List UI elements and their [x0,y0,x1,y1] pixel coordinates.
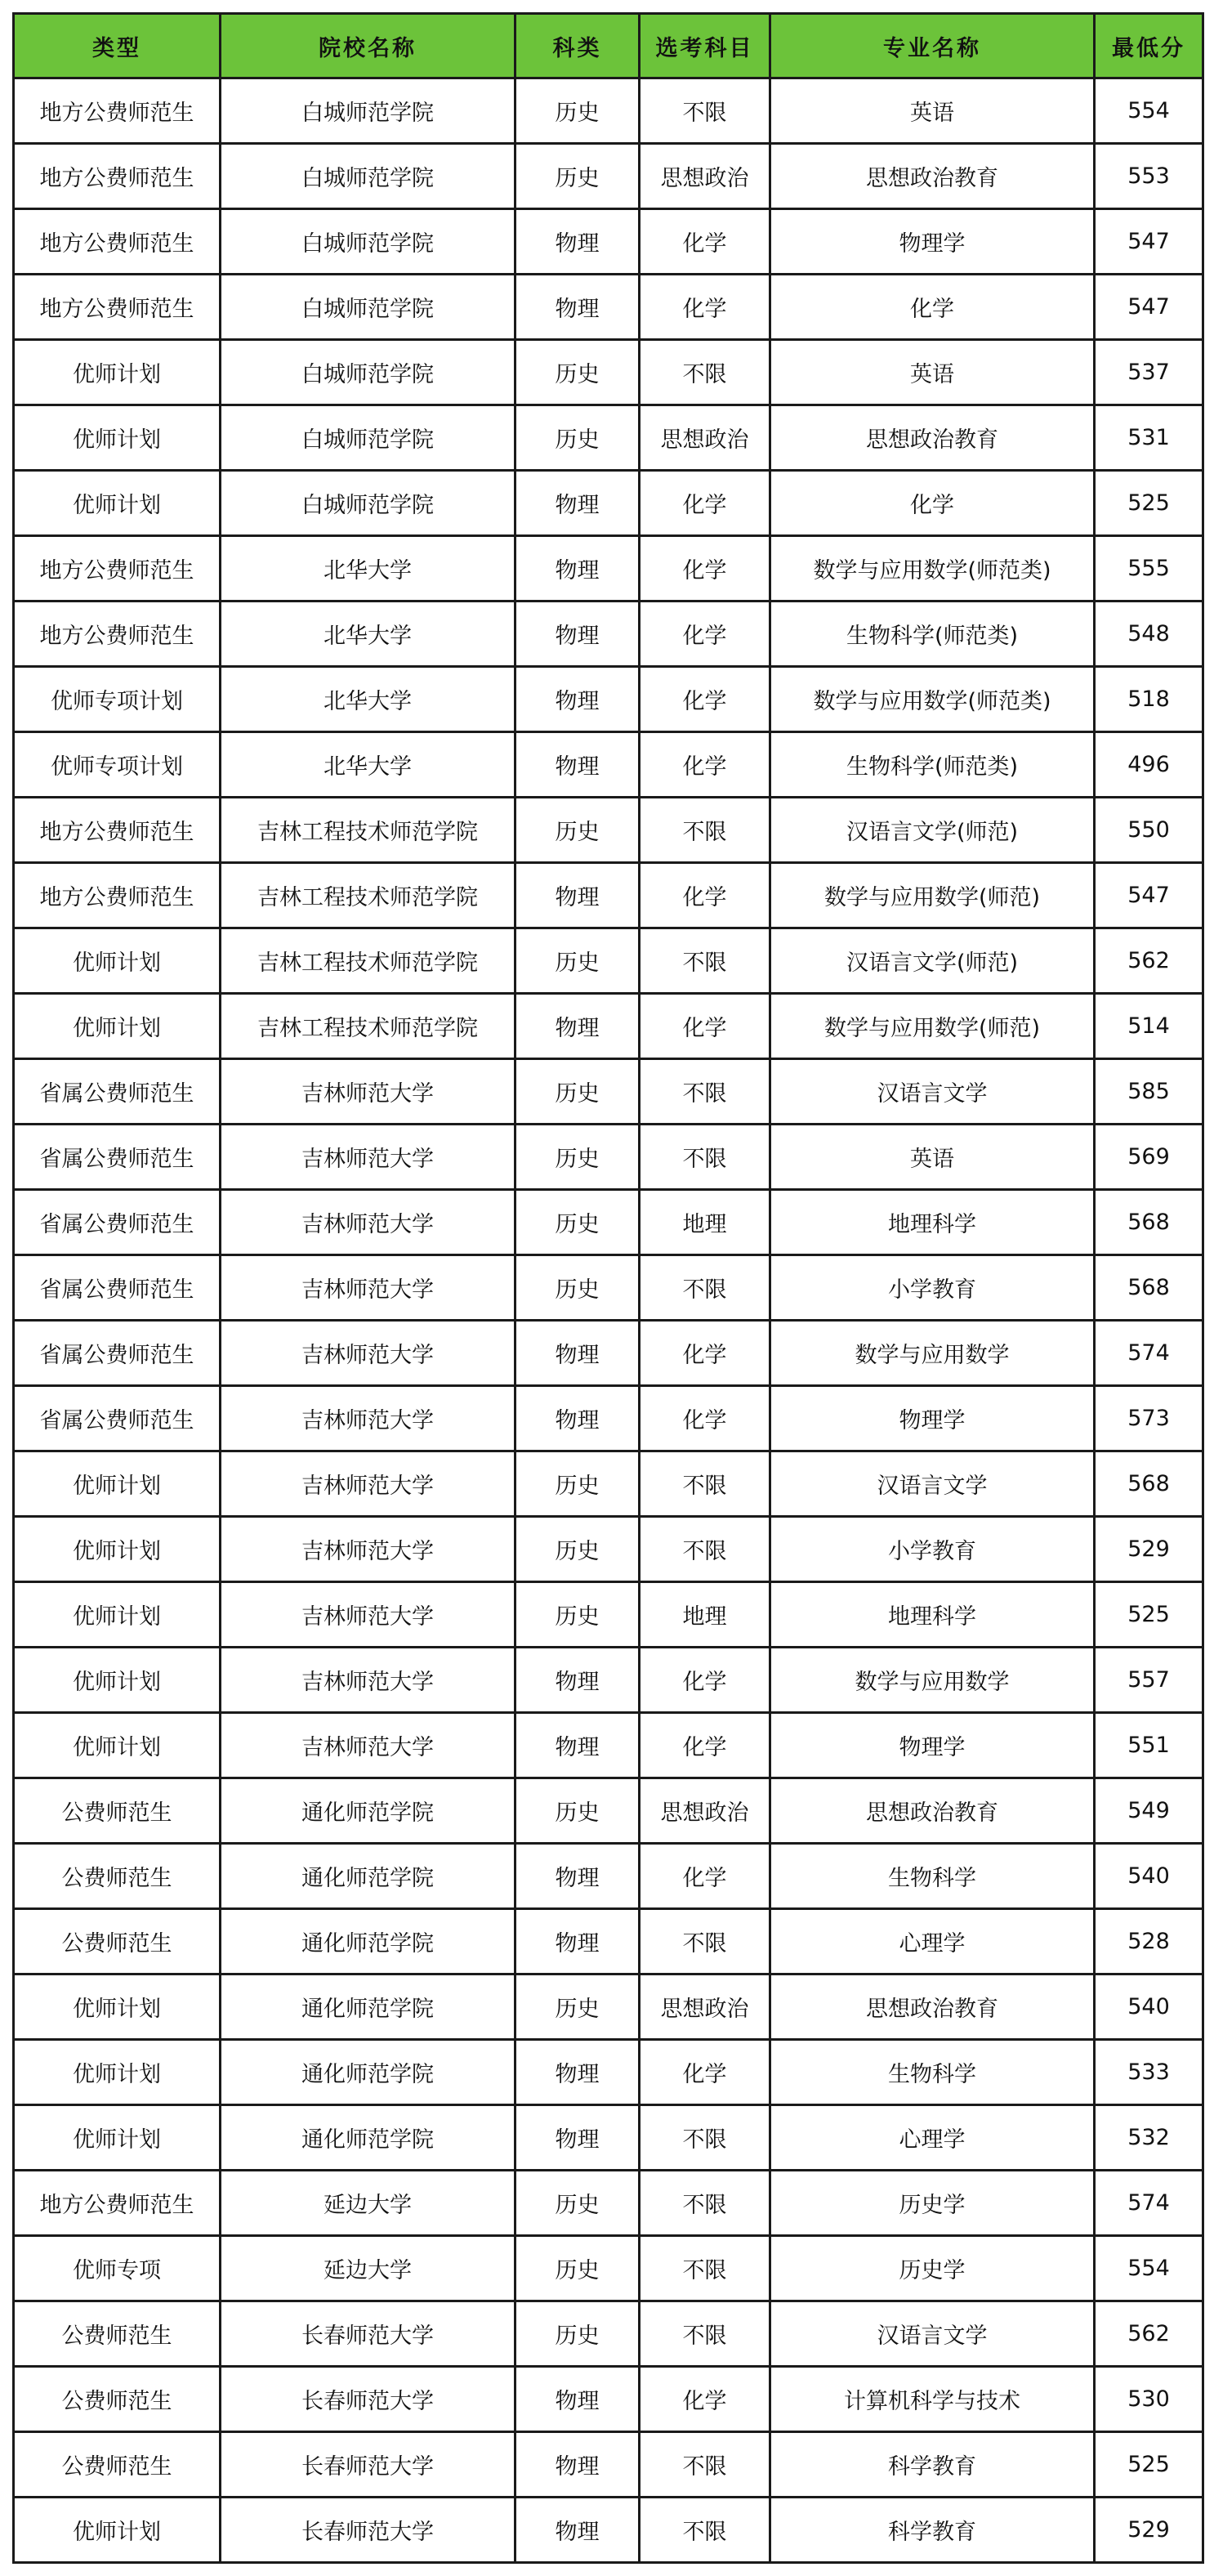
cell-school: 通化师范学院 [221,2105,516,2171]
table-row [14,2432,1203,2498]
cell-school: 通化师范学院 [221,1778,516,1844]
cell-subject-req: 化学 [640,471,770,536]
cell-category: 历史 [516,1582,640,1648]
cell-school: 吉林师范大学 [221,1059,516,1125]
cell-major: 生物科学(师范类) [770,732,1095,798]
cell-type: 省属公费师范生 [14,1059,221,1125]
table-row [14,2301,1203,2367]
cell-major: 英语 [770,1125,1095,1190]
cell-type: 优师计划 [14,928,221,994]
cell-min-score: 547 [1095,209,1203,275]
table-row [14,1517,1203,1582]
cell-min-score: 529 [1095,1517,1203,1582]
table-row [14,1844,1203,1909]
cell-subject-req: 化学 [640,994,770,1059]
cell-category: 历史 [516,1974,640,2040]
cell-major: 数学与应用数学(师范类) [770,536,1095,602]
cell-type: 地方公费师范生 [14,536,221,602]
cell-category: 物理 [516,994,640,1059]
cell-min-score: 551 [1095,1713,1203,1778]
cell-subject-req: 不限 [640,2301,770,2367]
cell-type: 省属公费师范生 [14,1190,221,1255]
cell-school: 白城师范学院 [221,144,516,209]
cell-category: 物理 [516,2432,640,2498]
cell-subject-req: 不限 [640,1255,770,1321]
cell-subject-req: 不限 [640,340,770,405]
cell-school: 长春师范大学 [221,2367,516,2432]
table-row [14,994,1203,1059]
cell-major: 化学 [770,275,1095,340]
cell-category: 历史 [516,340,640,405]
cell-type: 优师计划 [14,994,221,1059]
table-row [14,2236,1203,2301]
cell-school: 白城师范学院 [221,78,516,144]
cell-category: 物理 [516,2105,640,2171]
cell-school: 北华大学 [221,602,516,667]
cell-type: 优师计划 [14,471,221,536]
cell-min-score: 547 [1095,863,1203,928]
cell-min-score: 525 [1095,471,1203,536]
cell-category: 物理 [516,2040,640,2105]
cell-major: 科学教育 [770,2498,1095,2563]
cell-major: 物理学 [770,209,1095,275]
cell-min-score: 540 [1095,1974,1203,2040]
cell-type: 省属公费师范生 [14,1125,221,1190]
cell-subject-req: 不限 [640,2105,770,2171]
cell-category: 物理 [516,1844,640,1909]
cell-type: 优师计划 [14,340,221,405]
table-row [14,1713,1203,1778]
cell-type: 省属公费师范生 [14,1255,221,1321]
cell-min-score: 532 [1095,2105,1203,2171]
table-row [14,1582,1203,1648]
cell-type: 优师计划 [14,1713,221,1778]
cell-category: 物理 [516,2367,640,2432]
cell-min-score: 540 [1095,1844,1203,1909]
cell-school: 吉林工程技术师范学院 [221,798,516,863]
table-row [14,78,1203,144]
header-min-score: 最低分 [1095,14,1203,78]
table-row [14,1125,1203,1190]
cell-subject-req: 地理 [640,1582,770,1648]
cell-major: 思想政治教育 [770,1778,1095,1844]
cell-major: 科学教育 [770,2432,1095,2498]
cell-type: 公费师范生 [14,1778,221,1844]
cell-major: 物理学 [770,1386,1095,1451]
cell-subject-req: 不限 [640,2432,770,2498]
table-row [14,405,1203,471]
cell-major: 生物科学 [770,1844,1095,1909]
cell-subject-req: 不限 [640,928,770,994]
cell-school: 白城师范学院 [221,209,516,275]
table-row [14,1974,1203,2040]
cell-major: 汉语言文学(师范) [770,928,1095,994]
header-category: 科类 [516,14,640,78]
cell-min-score: 549 [1095,1778,1203,1844]
table-row [14,2171,1203,2236]
cell-type: 优师专项 [14,2236,221,2301]
cell-min-score: 531 [1095,405,1203,471]
table-row [14,1778,1203,1844]
cell-subject-req: 不限 [640,798,770,863]
cell-school: 长春师范大学 [221,2432,516,2498]
cell-type: 省属公费师范生 [14,1321,221,1386]
cell-min-score: 573 [1095,1386,1203,1451]
cell-min-score: 518 [1095,667,1203,732]
cell-category: 物理 [516,471,640,536]
cell-major: 历史学 [770,2171,1095,2236]
cell-school: 吉林师范大学 [221,1125,516,1190]
cell-school: 吉林师范大学 [221,1190,516,1255]
cell-school: 通化师范学院 [221,2040,516,2105]
cell-min-score: 529 [1095,2498,1203,2563]
cell-major: 数学与应用数学(师范) [770,863,1095,928]
cell-category: 历史 [516,1778,640,1844]
cell-major: 小学教育 [770,1255,1095,1321]
cell-school: 吉林工程技术师范学院 [221,928,516,994]
cell-min-score: 585 [1095,1059,1203,1125]
cell-school: 吉林工程技术师范学院 [221,994,516,1059]
table-row [14,602,1203,667]
cell-subject-req: 不限 [640,2498,770,2563]
cell-major: 汉语言文学 [770,2301,1095,2367]
cell-subject-req: 不限 [640,1451,770,1517]
cell-school: 通化师范学院 [221,1974,516,2040]
cell-min-score: 530 [1095,2367,1203,2432]
cell-school: 吉林师范大学 [221,1517,516,1582]
cell-min-score: 496 [1095,732,1203,798]
cell-subject-req: 化学 [640,732,770,798]
cell-subject-req: 化学 [640,536,770,602]
cell-subject-req: 化学 [640,1648,770,1713]
cell-subject-req: 不限 [640,1517,770,1582]
cell-min-score: 569 [1095,1125,1203,1190]
cell-type: 公费师范生 [14,1909,221,1974]
cell-type: 地方公费师范生 [14,275,221,340]
cell-subject-req: 思想政治 [640,144,770,209]
cell-subject-req: 化学 [640,1386,770,1451]
cell-major: 数学与应用数学 [770,1321,1095,1386]
table-row [14,275,1203,340]
cell-min-score: 568 [1095,1255,1203,1321]
cell-major: 汉语言文学 [770,1059,1095,1125]
cell-min-score: 550 [1095,798,1203,863]
cell-major: 思想政治教育 [770,405,1095,471]
cell-type: 优师计划 [14,1451,221,1517]
cell-category: 物理 [516,1713,640,1778]
table-row [14,209,1203,275]
table-header [14,14,1203,78]
cell-category: 历史 [516,2301,640,2367]
cell-category: 历史 [516,798,640,863]
cell-category: 物理 [516,1909,640,1974]
cell-category: 物理 [516,863,640,928]
cell-subject-req: 地理 [640,1190,770,1255]
cell-school: 吉林师范大学 [221,1386,516,1451]
cell-type: 地方公费师范生 [14,78,221,144]
cell-school: 北华大学 [221,732,516,798]
cell-category: 物理 [516,732,640,798]
cell-major: 地理科学 [770,1190,1095,1255]
header-type: 类型 [14,14,221,78]
cell-school: 吉林师范大学 [221,1648,516,1713]
table-row [14,1190,1203,1255]
table-row [14,798,1203,863]
table-row [14,667,1203,732]
cell-major: 计算机科学与技术 [770,2367,1095,2432]
cell-type: 地方公费师范生 [14,209,221,275]
cell-type: 地方公费师范生 [14,2171,221,2236]
table-row [14,1059,1203,1125]
cell-min-score: 525 [1095,1582,1203,1648]
cell-min-score: 562 [1095,928,1203,994]
cell-school: 延边大学 [221,2236,516,2301]
cell-category: 物理 [516,602,640,667]
cell-type: 优师计划 [14,1648,221,1713]
cell-school: 吉林师范大学 [221,1713,516,1778]
cell-category: 历史 [516,1059,640,1125]
table-row [14,1648,1203,1713]
cell-category: 历史 [516,2171,640,2236]
cell-category: 物理 [516,275,640,340]
table-row [14,1909,1203,1974]
cell-subject-req: 化学 [640,1844,770,1909]
table-row [14,2498,1203,2563]
cell-min-score: 568 [1095,1451,1203,1517]
cell-category: 历史 [516,2236,640,2301]
cell-category: 物理 [516,536,640,602]
cell-type: 公费师范生 [14,2301,221,2367]
cell-type: 优师计划 [14,2498,221,2563]
cell-min-score: 554 [1095,78,1203,144]
cell-major: 化学 [770,471,1095,536]
cell-category: 历史 [516,405,640,471]
cell-min-score: 525 [1095,2432,1203,2498]
cell-category: 物理 [516,667,640,732]
cell-type: 地方公费师范生 [14,602,221,667]
cell-major: 英语 [770,78,1095,144]
cell-category: 历史 [516,1190,640,1255]
cell-type: 优师计划 [14,1582,221,1648]
cell-major: 数学与应用数学 [770,1648,1095,1713]
cell-type: 优师专项计划 [14,667,221,732]
cell-major: 心理学 [770,1909,1095,1974]
cell-school: 通化师范学院 [221,1909,516,1974]
cell-min-score: 562 [1095,2301,1203,2367]
cell-school: 吉林工程技术师范学院 [221,863,516,928]
cell-major: 生物科学 [770,2040,1095,2105]
cell-type: 地方公费师范生 [14,798,221,863]
table-row [14,732,1203,798]
cell-type: 优师计划 [14,1974,221,2040]
cell-min-score: 574 [1095,1321,1203,1386]
cell-school: 北华大学 [221,536,516,602]
cell-category: 历史 [516,1451,640,1517]
cell-min-score: 553 [1095,144,1203,209]
header-subject-req: 选考科目 [640,14,770,78]
admission-score-table [12,12,1204,2564]
cell-min-score: 555 [1095,536,1203,602]
cell-major: 数学与应用数学(师范类) [770,667,1095,732]
table-row [14,1321,1203,1386]
cell-subject-req: 不限 [640,1125,770,1190]
table-row [14,1255,1203,1321]
cell-min-score: 514 [1095,994,1203,1059]
cell-subject-req: 思想政治 [640,1778,770,1844]
table-row [14,2367,1203,2432]
cell-category: 物理 [516,1648,640,1713]
cell-category: 物理 [516,2498,640,2563]
cell-major: 生物科学(师范类) [770,602,1095,667]
cell-min-score: 547 [1095,275,1203,340]
cell-min-score: 537 [1095,340,1203,405]
cell-subject-req: 化学 [640,1321,770,1386]
cell-subject-req: 化学 [640,275,770,340]
cell-type: 优师计划 [14,1517,221,1582]
cell-subject-req: 化学 [640,2040,770,2105]
cell-category: 历史 [516,144,640,209]
cell-category: 历史 [516,78,640,144]
cell-school: 长春师范大学 [221,2498,516,2563]
cell-school: 白城师范学院 [221,340,516,405]
cell-major: 汉语言文学(师范) [770,798,1095,863]
cell-major: 思想政治教育 [770,1974,1095,2040]
cell-school: 延边大学 [221,2171,516,2236]
cell-type: 公费师范生 [14,1844,221,1909]
cell-min-score: 548 [1095,602,1203,667]
cell-school: 吉林师范大学 [221,1582,516,1648]
cell-type: 优师计划 [14,405,221,471]
cell-subject-req: 不限 [640,1059,770,1125]
cell-category: 物理 [516,1386,640,1451]
cell-subject-req: 不限 [640,1909,770,1974]
cell-type: 优师计划 [14,2105,221,2171]
table-row [14,2040,1203,2105]
cell-major: 历史学 [770,2236,1095,2301]
cell-major: 物理学 [770,1713,1095,1778]
cell-school: 吉林师范大学 [221,1451,516,1517]
cell-min-score: 568 [1095,1190,1203,1255]
header-major: 专业名称 [770,14,1095,78]
table-body [14,78,1203,2563]
cell-min-score: 554 [1095,2236,1203,2301]
table-row [14,863,1203,928]
header-row [14,14,1203,78]
cell-type: 优师计划 [14,2040,221,2105]
table-row [14,928,1203,994]
cell-major: 数学与应用数学(师范) [770,994,1095,1059]
table-row [14,1451,1203,1517]
cell-subject-req: 不限 [640,2171,770,2236]
cell-school: 白城师范学院 [221,405,516,471]
cell-major: 汉语言文学 [770,1451,1095,1517]
cell-min-score: 557 [1095,1648,1203,1713]
cell-min-score: 533 [1095,2040,1203,2105]
cell-school: 吉林师范大学 [221,1321,516,1386]
header-school: 院校名称 [221,14,516,78]
table-row [14,536,1203,602]
table-row [14,1386,1203,1451]
cell-school: 通化师范学院 [221,1844,516,1909]
cell-subject-req: 化学 [640,667,770,732]
cell-min-score: 574 [1095,2171,1203,2236]
cell-category: 物理 [516,209,640,275]
table-row [14,144,1203,209]
cell-school: 白城师范学院 [221,275,516,340]
cell-type: 公费师范生 [14,2367,221,2432]
cell-subject-req: 化学 [640,863,770,928]
table-row [14,340,1203,405]
cell-type: 公费师范生 [14,2432,221,2498]
cell-subject-req: 化学 [640,1713,770,1778]
cell-subject-req: 化学 [640,602,770,667]
cell-subject-req: 不限 [640,2236,770,2301]
cell-category: 历史 [516,1255,640,1321]
cell-major: 思想政治教育 [770,144,1095,209]
table-row [14,2105,1203,2171]
cell-major: 小学教育 [770,1517,1095,1582]
cell-school: 北华大学 [221,667,516,732]
table-row [14,471,1203,536]
cell-school: 吉林师范大学 [221,1255,516,1321]
cell-major: 地理科学 [770,1582,1095,1648]
cell-school: 长春师范大学 [221,2301,516,2367]
cell-min-score: 528 [1095,1909,1203,1974]
cell-type: 地方公费师范生 [14,144,221,209]
cell-major: 心理学 [770,2105,1095,2171]
cell-category: 历史 [516,1517,640,1582]
cell-category: 物理 [516,1321,640,1386]
cell-type: 省属公费师范生 [14,1386,221,1451]
cell-category: 历史 [516,928,640,994]
cell-subject-req: 思想政治 [640,405,770,471]
cell-subject-req: 思想政治 [640,1974,770,2040]
cell-subject-req: 不限 [640,78,770,144]
cell-type: 地方公费师范生 [14,863,221,928]
cell-subject-req: 化学 [640,209,770,275]
cell-type: 优师专项计划 [14,732,221,798]
cell-category: 历史 [516,1125,640,1190]
cell-school: 白城师范学院 [221,471,516,536]
cell-major: 英语 [770,340,1095,405]
cell-subject-req: 化学 [640,2367,770,2432]
